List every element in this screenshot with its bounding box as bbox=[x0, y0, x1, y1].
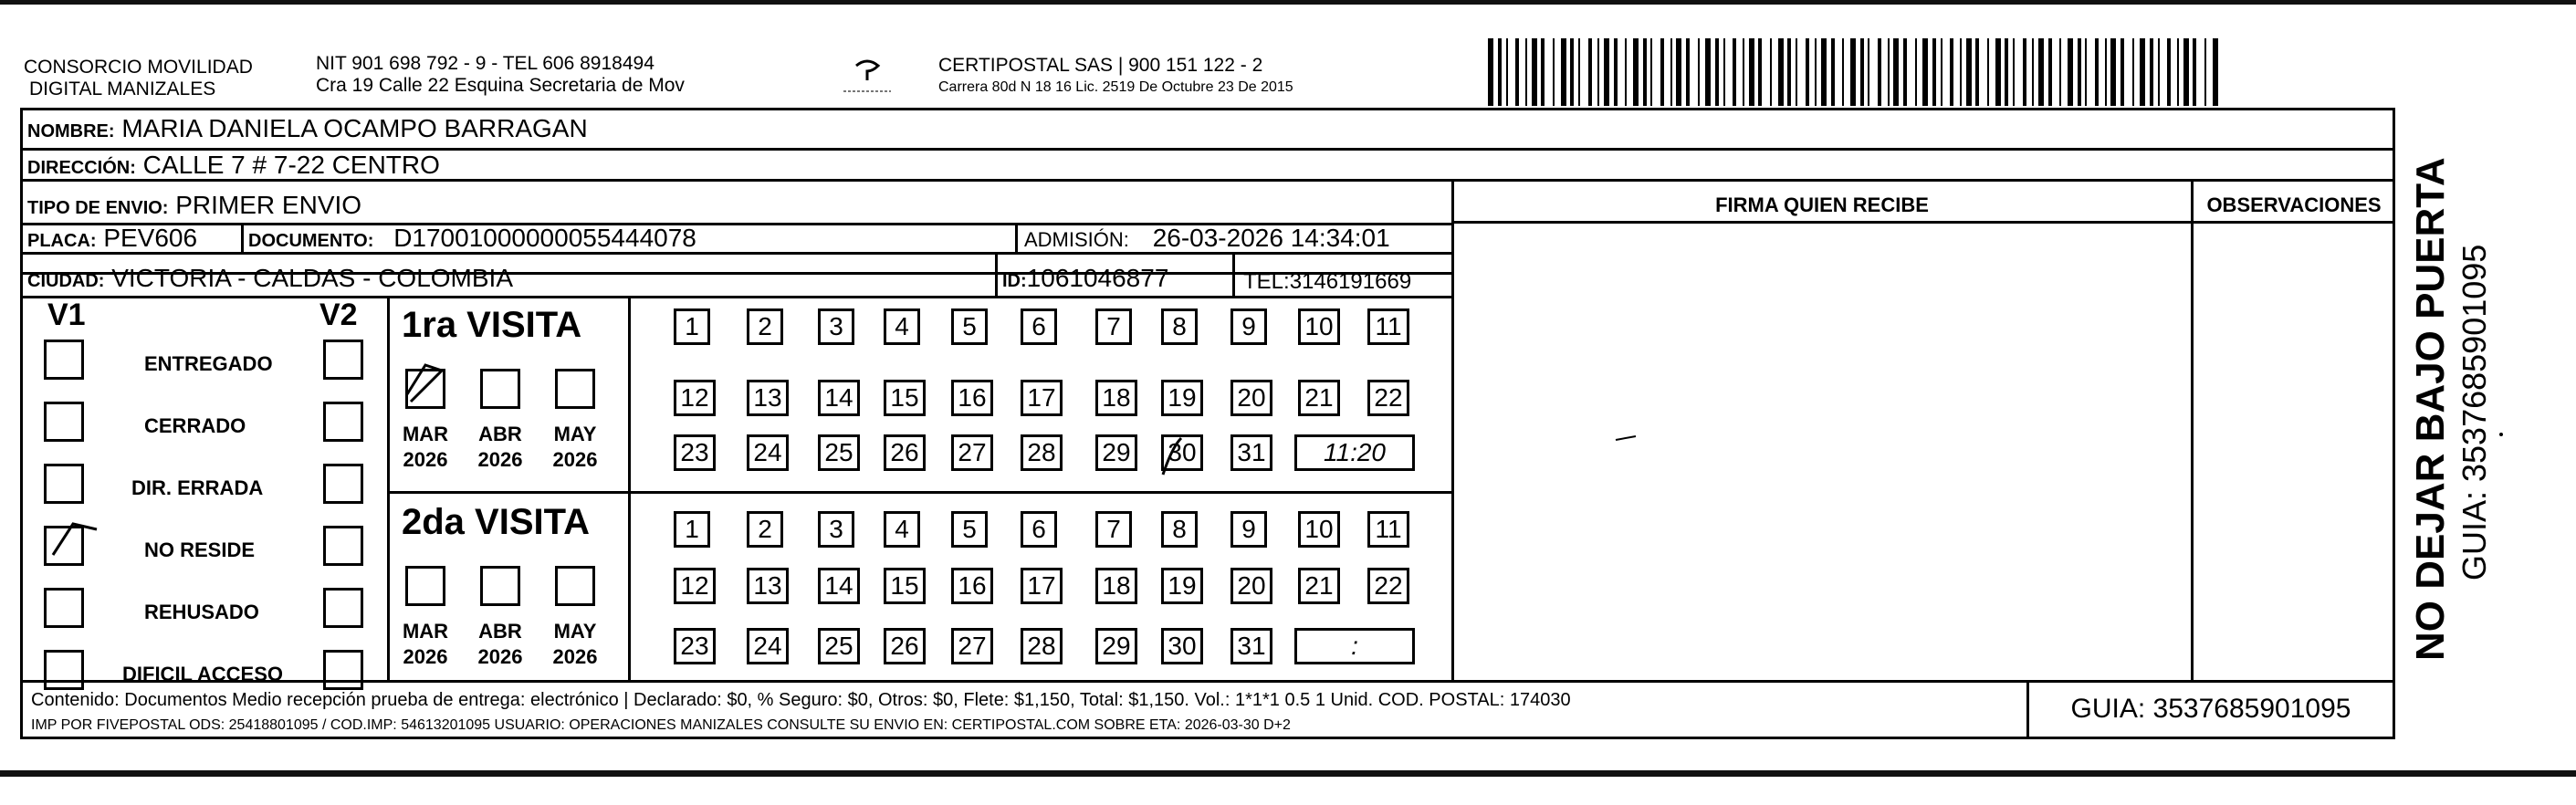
day-box[interactable]: 31 bbox=[1230, 628, 1272, 664]
barcode bbox=[1488, 38, 2218, 106]
month-name: ABR bbox=[478, 620, 522, 643]
day-box[interactable]: 24 bbox=[747, 628, 789, 664]
time-box[interactable]: : bbox=[1294, 628, 1415, 664]
tipo-value: PRIMER ENVIO bbox=[175, 191, 362, 219]
month-year: 2026 bbox=[403, 645, 448, 668]
day-box[interactable]: 4 bbox=[884, 308, 920, 345]
tipo-label: TIPO DE ENVIO: bbox=[27, 198, 169, 218]
month-checkbox[interactable] bbox=[555, 566, 595, 606]
side-warning: NO DEJAR BAJO PUERTA bbox=[2408, 157, 2453, 661]
day-box[interactable]: 18 bbox=[1095, 568, 1137, 604]
status-label: REHUSADO bbox=[144, 601, 259, 623]
v2-checkbox[interactable] bbox=[323, 464, 363, 504]
day-box[interactable]: 15 bbox=[884, 380, 926, 416]
month-year: 2026 bbox=[552, 448, 598, 471]
nombre-row bbox=[27, 113, 588, 147]
day-box[interactable]: 14 bbox=[818, 380, 860, 416]
contenido-line: Contenido: Documentos Medio recepción prueba de entrega: electrónico | Declarado: $0, % Seguro: $0, Otros: $0, Flete: $1,150, Total: $1,150. Vol.: 1*1*1 0.5 1 Unid. COD. POSTAL: 174030 bbox=[31, 690, 1571, 710]
status-label: CERRADO bbox=[144, 414, 246, 437]
top-edge bbox=[0, 0, 2576, 5]
documento-row bbox=[248, 223, 696, 256]
day-box[interactable]: 2 bbox=[747, 511, 783, 548]
day-box[interactable]: 5 bbox=[951, 511, 988, 548]
courier-line1: CERTIPOSTAL SAS | 900 151 122 - 2 bbox=[938, 55, 1263, 76]
day-box[interactable]: 1 bbox=[674, 511, 710, 548]
day-box[interactable]: 16 bbox=[951, 568, 993, 604]
v1-checkbox[interactable] bbox=[44, 650, 84, 690]
company-line1: CONSORCIO MOVILIDAD bbox=[24, 57, 253, 78]
month-checkbox[interactable] bbox=[480, 369, 520, 409]
month-label bbox=[398, 619, 453, 670]
day-box[interactable]: 13 bbox=[747, 568, 789, 604]
v2-checkbox[interactable] bbox=[323, 526, 363, 566]
month-name: ABR bbox=[478, 423, 522, 445]
day-box[interactable]: 6 bbox=[1021, 308, 1057, 345]
day-box[interactable]: 31 bbox=[1230, 434, 1272, 471]
direccion-row bbox=[27, 150, 440, 183]
day-box[interactable]: 22 bbox=[1367, 568, 1409, 604]
day-box[interactable]: 8 bbox=[1161, 308, 1198, 345]
day-box[interactable]: 15 bbox=[884, 568, 926, 604]
day-box[interactable]: 26 bbox=[884, 434, 926, 471]
ciudad-label: CIUDAD: bbox=[27, 271, 105, 291]
tipo-row bbox=[27, 190, 361, 224]
id-label: ID: bbox=[1002, 271, 1027, 291]
status-label: DIFICIL ACCESO bbox=[122, 663, 284, 685]
month-year: 2026 bbox=[477, 448, 523, 471]
day-box[interactable]: 30 bbox=[1161, 434, 1203, 471]
month-label bbox=[548, 422, 602, 473]
time-box[interactable]: 11:20 bbox=[1294, 434, 1415, 471]
tel-row bbox=[1243, 267, 1411, 298]
day-box[interactable]: 12 bbox=[674, 380, 716, 416]
month-label bbox=[473, 619, 528, 670]
day-box[interactable]: 12 bbox=[674, 568, 716, 604]
day-box[interactable]: 11 bbox=[1367, 308, 1409, 345]
documento-value: D17001000000055444078 bbox=[393, 224, 696, 252]
status-label: NO RESIDE bbox=[144, 538, 256, 561]
day-box[interactable]: 20 bbox=[1230, 568, 1272, 604]
day-box[interactable]: 19 bbox=[1161, 380, 1203, 416]
first-visit-title: 1ra VISITA bbox=[402, 305, 582, 345]
month-label bbox=[473, 422, 528, 473]
day-box[interactable]: 28 bbox=[1021, 434, 1063, 471]
day-box[interactable]: 21 bbox=[1298, 380, 1340, 416]
observaciones-label: OBSERVACIONES bbox=[2206, 193, 2382, 216]
month-year: 2026 bbox=[403, 448, 448, 471]
day-box[interactable]: 25 bbox=[818, 628, 860, 664]
month-label bbox=[548, 619, 602, 670]
day-box[interactable]: 10 bbox=[1298, 308, 1340, 345]
day-box[interactable]: 1 bbox=[674, 308, 710, 345]
day-box[interactable]: 29 bbox=[1095, 628, 1137, 664]
day-box[interactable]: 16 bbox=[951, 380, 993, 416]
nombre-value: MARIA DANIELA OCAMPO BARRAGAN bbox=[121, 114, 588, 142]
day-box[interactable]: 3 bbox=[818, 511, 854, 548]
admision-label: ADMISIÓN: bbox=[1024, 228, 1129, 251]
status-label: ENTREGADO bbox=[144, 352, 273, 375]
day-box[interactable]: 13 bbox=[747, 380, 789, 416]
v1-label: V1 bbox=[47, 298, 86, 332]
ciudad-row bbox=[27, 263, 513, 297]
month-checkbox[interactable] bbox=[480, 566, 520, 606]
day-box[interactable]: 29 bbox=[1095, 434, 1137, 471]
address-line: Cra 19 Calle 22 Esquina Secretaria de Mov bbox=[316, 75, 685, 96]
day-box[interactable]: 26 bbox=[884, 628, 926, 664]
day-box[interactable]: 17 bbox=[1021, 380, 1063, 416]
day-box[interactable]: 4 bbox=[884, 511, 920, 548]
v2-checkbox[interactable] bbox=[323, 402, 363, 442]
status-label: DIR. ERRADA bbox=[131, 476, 264, 499]
company-line2: DIGITAL MANIZALES bbox=[29, 78, 216, 99]
placa-row bbox=[27, 223, 197, 256]
placa-label: PLACA: bbox=[27, 231, 97, 251]
day-box[interactable]: 27 bbox=[951, 434, 993, 471]
side-guia: GUIA: 3537685901095 bbox=[2456, 244, 2493, 580]
month-name: MAR bbox=[402, 620, 449, 643]
v1-checkbox[interactable] bbox=[44, 340, 84, 380]
v1-checkbox[interactable] bbox=[44, 526, 84, 566]
courier-line2: Carrera 80d N 18 16 Lic. 2519 De Octubre 23 De 2015 bbox=[938, 79, 1293, 95]
day-box[interactable]: 18 bbox=[1095, 380, 1137, 416]
day-box[interactable]: 22 bbox=[1367, 380, 1409, 416]
v1-checkbox[interactable] bbox=[44, 588, 84, 628]
month-label bbox=[398, 422, 453, 473]
direccion-value: CALLE 7 # 7-22 CENTRO bbox=[142, 151, 440, 179]
direccion-label: DIRECCIÓN: bbox=[27, 158, 136, 178]
courier-logo bbox=[840, 57, 895, 97]
id-value: 1061046877 bbox=[1026, 264, 1169, 292]
day-box[interactable]: 20 bbox=[1230, 380, 1272, 416]
nit-line: NIT 901 698 792 - 9 - TEL 606 8918494 bbox=[316, 53, 654, 74]
month-checkbox[interactable] bbox=[405, 566, 445, 606]
second-visit-title: 2da VISITA bbox=[402, 502, 590, 542]
day-box[interactable]: 17 bbox=[1021, 568, 1063, 604]
day-box[interactable]: 3 bbox=[818, 308, 854, 345]
day-box[interactable]: 9 bbox=[1230, 511, 1267, 548]
day-box[interactable]: 11 bbox=[1367, 511, 1409, 548]
day-box[interactable]: 2 bbox=[747, 308, 783, 345]
month-checkbox[interactable] bbox=[555, 369, 595, 409]
tel-label: TEL: bbox=[1243, 269, 1290, 294]
day-box[interactable]: 10 bbox=[1298, 511, 1340, 548]
month-year: 2026 bbox=[552, 645, 598, 668]
v2-checkbox[interactable] bbox=[323, 650, 363, 690]
day-box[interactable]: 21 bbox=[1298, 568, 1340, 604]
firma-label: FIRMA QUIEN RECIBE bbox=[1715, 193, 1929, 216]
placa-value: PEV606 bbox=[103, 224, 198, 252]
day-box[interactable]: 9 bbox=[1230, 308, 1267, 345]
day-box[interactable]: 30 bbox=[1161, 628, 1203, 664]
id-row bbox=[1002, 263, 1168, 297]
company-nit bbox=[316, 53, 685, 97]
v1-checkbox[interactable] bbox=[44, 402, 84, 442]
v2-label: V2 bbox=[319, 298, 358, 332]
admision-value: 26-03-2026 14:34:01 bbox=[1152, 224, 1390, 252]
footer-guia: GUIA: 3537685901095 bbox=[2070, 694, 2351, 724]
day-box[interactable]: 14 bbox=[818, 568, 860, 604]
bottom-edge bbox=[0, 770, 2576, 777]
day-box[interactable]: 5 bbox=[951, 308, 988, 345]
imp-line: IMP POR FIVEPOSTAL ODS: 25418801095 / COD.IMP: 54613201095 USUARIO: OPERACIONES MANIZALES CONSULTE SU ENVIO EN: CERTIPOSTAL.COM SOBRE ETA: 2026-03-30 D+2 bbox=[31, 717, 1291, 733]
ciudad-value: VICTORIA - CALDAS - COLOMBIA bbox=[111, 264, 514, 292]
day-box[interactable]: 23 bbox=[674, 434, 716, 471]
day-box[interactable]: 23 bbox=[674, 628, 716, 664]
tel-value: 3146191669 bbox=[1289, 269, 1412, 294]
day-box[interactable]: 7 bbox=[1095, 511, 1132, 548]
month-name: MAY bbox=[553, 620, 597, 643]
day-box[interactable]: 8 bbox=[1161, 511, 1198, 548]
courier-info bbox=[938, 55, 1293, 99]
day-box[interactable]: 6 bbox=[1021, 511, 1057, 548]
day-box[interactable]: 19 bbox=[1161, 568, 1203, 604]
day-box[interactable]: 28 bbox=[1021, 628, 1063, 664]
month-year: 2026 bbox=[477, 645, 523, 668]
month-checkbox[interactable] bbox=[405, 369, 445, 409]
month-name: MAY bbox=[553, 423, 597, 445]
admision-row bbox=[1024, 223, 1390, 256]
month-name: MAR bbox=[402, 423, 449, 445]
v1-checkbox[interactable] bbox=[44, 464, 84, 504]
day-box[interactable]: 7 bbox=[1095, 308, 1132, 345]
company-name bbox=[24, 57, 253, 100]
nombre-label: NOMBRE: bbox=[27, 121, 115, 141]
v2-checkbox[interactable] bbox=[323, 588, 363, 628]
day-box[interactable]: 24 bbox=[747, 434, 789, 471]
documento-label: DOCUMENTO: bbox=[248, 231, 374, 251]
day-box[interactable]: 25 bbox=[818, 434, 860, 471]
day-box[interactable]: 27 bbox=[951, 628, 993, 664]
v2-checkbox[interactable] bbox=[323, 340, 363, 380]
